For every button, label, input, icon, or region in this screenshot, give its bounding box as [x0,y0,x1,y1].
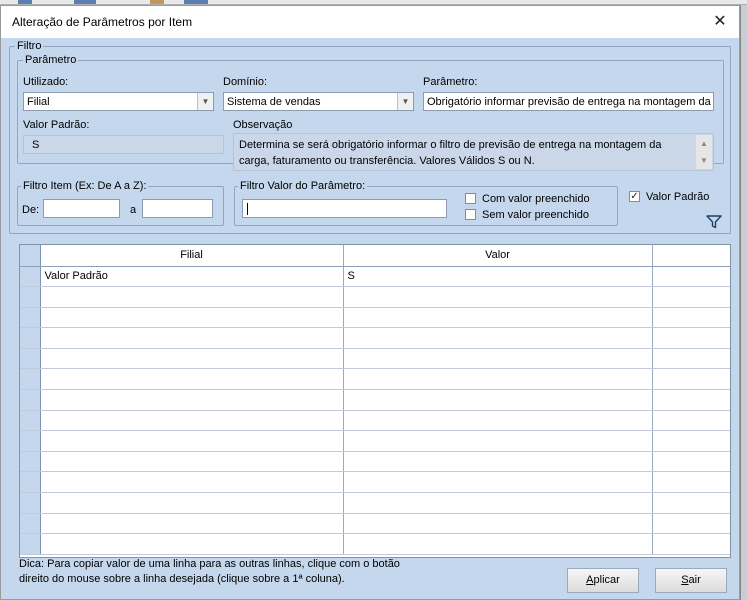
aplicar-label: plicar [593,574,620,586]
chevron-down-icon[interactable]: ▼ [397,93,413,110]
row-indicator[interactable] [20,410,40,431]
cell-filial[interactable] [40,493,343,514]
cell-valor[interactable] [343,348,652,369]
aplicar-accel: A [586,574,594,586]
cell-extra[interactable] [652,328,731,349]
row-indicator[interactable] [20,472,40,493]
row-indicator[interactable] [20,513,40,534]
grid-header-row [20,245,731,266]
scroll-down-icon[interactable]: ▼ [700,156,708,165]
cell-extra[interactable] [652,493,731,514]
cell-extra[interactable] [652,534,731,555]
toolbar-icon [74,0,96,4]
table-row[interactable] [20,287,731,308]
row-indicator[interactable] [20,348,40,369]
filtro-valor-legend: Filtro Valor do Parâmetro: [240,180,366,192]
column-header-filial[interactable]: Filial [40,245,343,266]
valor-padrao-checkbox[interactable]: ✓ [630,191,639,202]
grid-table [20,245,731,555]
parametro-label: Parâmetro: [423,76,478,88]
title-bar [1,6,739,38]
utilizado-label: Utilizado: [23,76,69,88]
com-valor-checkbox[interactable] [465,193,476,204]
filter-icon[interactable] [706,215,722,229]
filtro-item-group [17,180,224,226]
parametro-legend: Parâmetro [25,54,77,66]
cell-filial[interactable]: Valor Padrão [40,266,343,287]
toolbar-icon [18,0,32,4]
window-title: Alteração de Parâmetros por Item [12,15,193,29]
parametro-field[interactable] [423,92,714,111]
row-indicator[interactable] [20,266,40,287]
cell-filial[interactable] [40,307,343,328]
table-row[interactable] [20,493,731,514]
valor-padrao-field [23,135,224,154]
cell-extra[interactable] [652,410,731,431]
cell-filial[interactable] [40,513,343,534]
cell-extra[interactable] [652,431,731,452]
row-indicator[interactable] [20,390,40,411]
valor-padrao-value: S [32,139,40,151]
filtro-valor-group [234,180,618,226]
cell-valor[interactable] [343,287,652,308]
dominio-select[interactable] [223,92,414,111]
cell-extra[interactable] [652,348,731,369]
sem-valor-label[interactable]: Sem valor preenchido [482,209,590,221]
cell-valor[interactable] [343,534,652,555]
observacao-text: Determina se será obrigatório informar o filtro de previsão de entrega na montagem da carga, faturamento ou transferência. Valores Válidos S ou N. [239,139,662,167]
sair-button[interactable] [655,568,727,593]
cell-extra[interactable] [652,513,731,534]
utilizado-value: Filial [27,96,50,108]
row-indicator[interactable] [20,493,40,514]
dominio-value: Sistema de vendas [227,96,321,108]
cell-extra[interactable] [652,390,731,411]
table-row[interactable] [20,390,731,411]
table-row[interactable] [20,513,731,534]
row-indicator[interactable] [20,431,40,452]
table-row[interactable] [20,348,731,369]
cell-filial[interactable] [40,451,343,472]
cell-valor[interactable] [343,390,652,411]
row-indicator[interactable] [20,328,40,349]
parametro-group [17,54,724,167]
text-cursor [247,203,248,215]
parametro-value: Obrigatório informar previsão de entrega na montagem da [427,96,711,108]
table-row[interactable] [20,472,731,493]
cell-valor[interactable] [343,472,652,493]
cell-filial[interactable] [40,390,343,411]
dialog-window [0,5,740,600]
row-indicator[interactable] [20,369,40,390]
filtro-valor-input[interactable] [242,199,447,218]
dominio-label: Domínio: [223,76,268,88]
grid-corner [20,245,40,266]
sem-valor-checkbox[interactable] [465,209,476,220]
cell-extra[interactable] [652,451,731,472]
sair-accel: S [681,574,689,586]
cell-extra[interactable] [652,307,731,328]
cell-filial[interactable] [40,287,343,308]
dialog-client-area [1,38,739,599]
aplicar-button[interactable] [567,568,639,593]
table-row[interactable] [20,451,731,472]
cell-extra[interactable] [652,472,731,493]
valor-padrao-label: Valor Padrão: [23,119,90,131]
cell-filial[interactable] [40,410,343,431]
row-indicator[interactable] [20,307,40,328]
parametros-grid[interactable] [19,244,731,558]
scroll-up-icon[interactable]: ▲ [700,139,708,148]
cell-extra[interactable] [652,266,731,287]
toolbar-icon [150,0,164,4]
cell-valor[interactable] [343,493,652,514]
cell-valor[interactable] [343,369,652,390]
cell-filial[interactable] [40,534,343,555]
cell-valor[interactable] [343,410,652,431]
cell-filial[interactable] [40,328,343,349]
cell-extra[interactable] [652,369,731,390]
table-row[interactable] [20,369,731,390]
background-window-edge [740,5,747,600]
cell-valor[interactable] [343,431,652,452]
hint-text [19,557,400,587]
row-indicator[interactable] [20,534,40,555]
hint-line-2: direito do mouse sobre a linha desejada (clique sobre a 1ª coluna). [19,573,345,585]
column-header-valor[interactable]: Valor [343,245,652,266]
table-row[interactable] [20,266,731,287]
observacao-scrollbar[interactable] [696,135,712,169]
cell-extra[interactable] [652,287,731,308]
observacao-label: Observação [233,119,293,131]
a-label: a [130,204,137,216]
sair-label: air [688,574,701,586]
filtro-group [9,40,731,234]
row-indicator[interactable] [20,287,40,308]
cell-valor[interactable]: S [343,266,652,287]
chevron-down-icon[interactable]: ▼ [197,93,213,110]
cell-valor[interactable] [343,328,652,349]
a-input[interactable] [142,199,213,218]
cell-valor[interactable] [343,513,652,534]
filtro-legend: Filtro [17,40,42,52]
com-valor-label[interactable]: Com valor preenchido [482,193,590,205]
de-label: De: [22,204,40,216]
utilizado-select[interactable] [23,92,214,111]
close-button[interactable] [707,10,733,34]
cell-valor[interactable] [343,451,652,472]
toolbar-icon [184,0,208,4]
table-row[interactable] [20,410,731,431]
valor-padrao-check-label[interactable]: Valor Padrão [646,191,710,203]
column-header-empty[interactable] [652,245,731,266]
cell-filial[interactable] [40,472,343,493]
table-row[interactable] [20,328,731,349]
cell-filial[interactable] [40,348,343,369]
close-icon: ✕ [713,13,727,30]
de-input[interactable] [43,199,120,218]
cell-valor[interactable] [343,307,652,328]
hint-line-1: Dica: Para copiar valor de uma linha para as outras linhas, clique com o botão [19,558,400,570]
table-row[interactable] [20,431,731,452]
table-row[interactable] [20,307,731,328]
table-row[interactable] [20,534,731,555]
row-indicator[interactable] [20,451,40,472]
observacao-box [233,133,714,171]
cell-filial[interactable] [40,431,343,452]
cell-filial[interactable] [40,369,343,390]
filtro-item-legend: Filtro Item (Ex: De A a Z): [23,180,147,192]
